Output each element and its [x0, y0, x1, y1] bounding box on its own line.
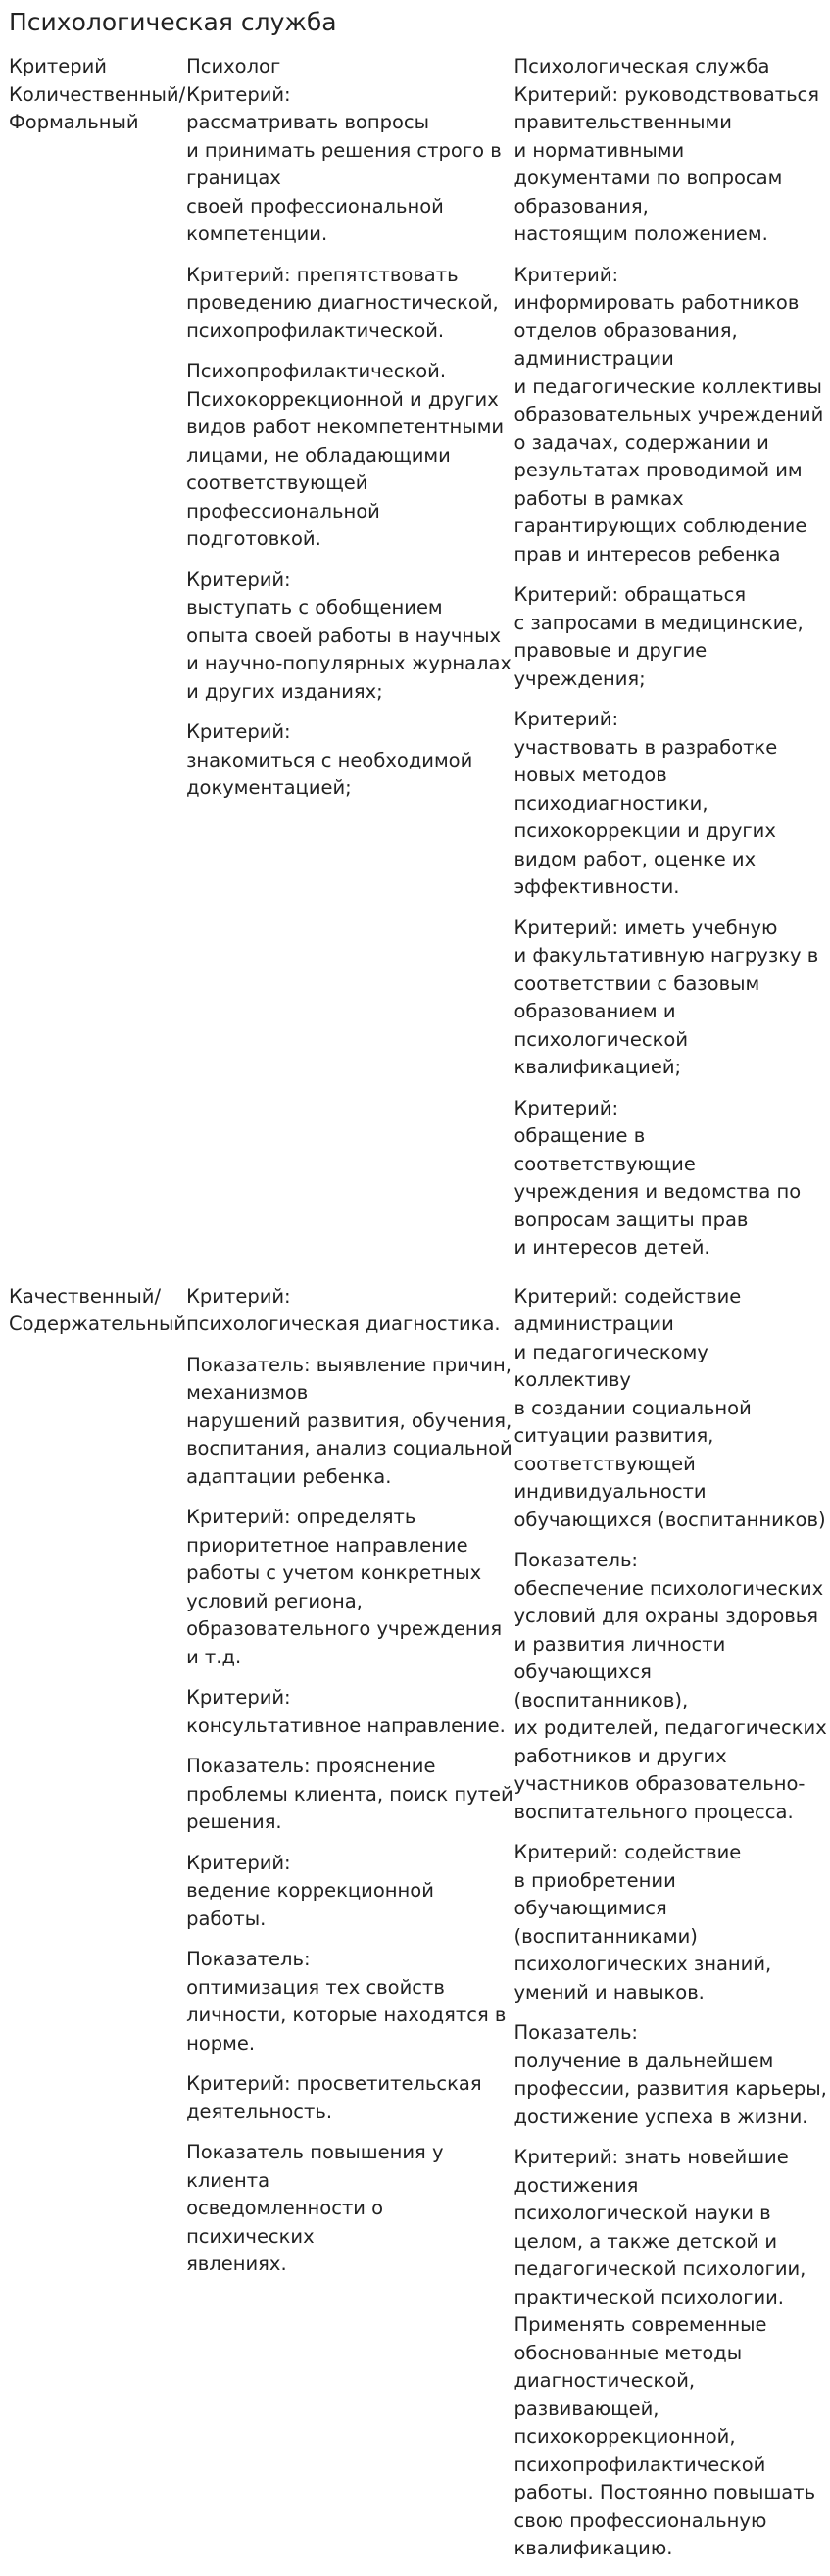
criteria-table	[9, 53, 830, 2576]
psychologist-paragraph: Критерий: консультативное направление.	[186, 1686, 506, 1737]
psychologist-paragraph: Показатель: оптимизация тех свойств личности, которые находятся в норме.	[186, 1948, 507, 2055]
psychologist-cell	[186, 81, 513, 1283]
service-paragraph: Критерий: содействие в приобретении обучающимися (воспитанниками) психологических знаний, умений и навыков.	[513, 1841, 772, 2004]
criterion-cell: Количественный/ Формальный	[9, 82, 186, 133]
page-title: Психологическая служба	[9, 8, 337, 36]
psychologist-paragraph: Критерий: ведение коррекционной работы.	[186, 1851, 434, 1930]
psychologist-paragraph: Критерий: знакомиться с необходимой документацией;	[186, 720, 473, 799]
header-criterion: Критерий	[9, 55, 107, 77]
header-row	[9, 53, 830, 81]
header-psychologist: Психолог	[186, 55, 281, 77]
service-cell	[513, 81, 830, 1283]
psychologist-cell	[186, 1283, 513, 2576]
table-row-quantitative	[9, 81, 830, 1283]
service-paragraph: Критерий: иметь учебную и факультативную нагрузку в соответствии с базовым образованием и психологической квалификацией;	[513, 916, 819, 1078]
service-paragraph: Критерий: знать новейшие достижения психологической науки в целом, а также детской и педагогической психологии, практической психологии. Применять современные обоснованные методы диагностической, развивающей, психокоррекционной, психопрофилактической работы. Постоянно повышать свою профессиональную квалификацию.	[513, 2146, 816, 2559]
psychologist-paragraph: Показатель: выявление причин, механизмов нарушений развития, обучения, воспитания, анализ социальной адаптации ребенка.	[186, 1353, 513, 1488]
header-service: Психологическая служба	[513, 55, 770, 77]
psychologist-paragraph: Психопрофилактической. Психокоррекционной и других видов работ некомпетентными лицами, не обладающими соответствующей профессиональной подготовкой.	[186, 360, 505, 550]
service-cell	[513, 1283, 830, 2576]
psychologist-paragraph: Критерий: психологическая диагностика.	[186, 1284, 501, 1335]
psychologist-paragraph: Критерий: выступать с обобщением опыта своей работы в научных и научно-популярных журналах и других изданиях;	[186, 568, 512, 703]
psychologist-paragraph: Критерий: просветительская деятельность.	[186, 2072, 482, 2123]
service-paragraph: Критерий: участвовать в разработке новых методов психодиагностики, психокоррекции и других видом работ, оценке их эффективности.	[513, 708, 778, 898]
service-paragraph: Критерий: содействие администрации и педагогическому коллективу в создании социальной ситуации развития, соответствующей индивидуальности обучающихся (воспитанников)	[513, 1284, 826, 1531]
psychologist-paragraph: Критерий: препятствовать проведению диагностической, психопрофилактической.	[186, 263, 499, 342]
service-paragraph: Критерий: руководствоваться правительственными и нормативными документами по вопросам образования, настоящим положением.	[513, 82, 820, 245]
psychologist-paragraph: Критерий: определять приоритетное направление работы с учетом конкретных условий региона, образовательного учреждения и т.д.	[186, 1506, 503, 1668]
psychologist-paragraph: Показатель повышения у клиента осведомленности о психических явлениях.	[186, 2141, 444, 2275]
psychologist-paragraph: Критерий: рассматривать вопросы и принимать решения строго в границах своей профессиональной компетенции.	[186, 82, 502, 245]
table-header	[9, 53, 830, 81]
psychologist-paragraph: Показатель: прояснение проблемы клиента, поиск путей решения.	[186, 1755, 513, 1833]
service-paragraph: Критерий: обращаться с запросами в медицинские, правовые и другие учреждения;	[513, 583, 804, 690]
service-paragraph: Критерий: обращение в соответствующие учреждения и ведомства по вопросам защиты прав и интересов детей.	[513, 1096, 802, 1259]
table-row-qualitative	[9, 1283, 830, 2576]
service-paragraph: Критерий: информировать работников отделов образования, администрации и педагогические коллективы образовательных учреждений о задачах, содержании и результатах проводимой им работы в рамках гарантирующих соблюдение прав и интересов ребенка	[513, 263, 824, 566]
service-paragraph: Показатель: получение в дальнейшем профессии, развития карьеры, достижение успеха в жизни.	[513, 2021, 827, 2128]
criterion-cell: Качественный/ Содержательный	[9, 1284, 187, 1335]
service-paragraph: Показатель: обеспечение психологических условий для охраны здоровья и развития личности обучающихся (воспитанников), их родителей, педагогических работников и других участников образовательно- воспитательного процесса.	[513, 1549, 827, 1823]
